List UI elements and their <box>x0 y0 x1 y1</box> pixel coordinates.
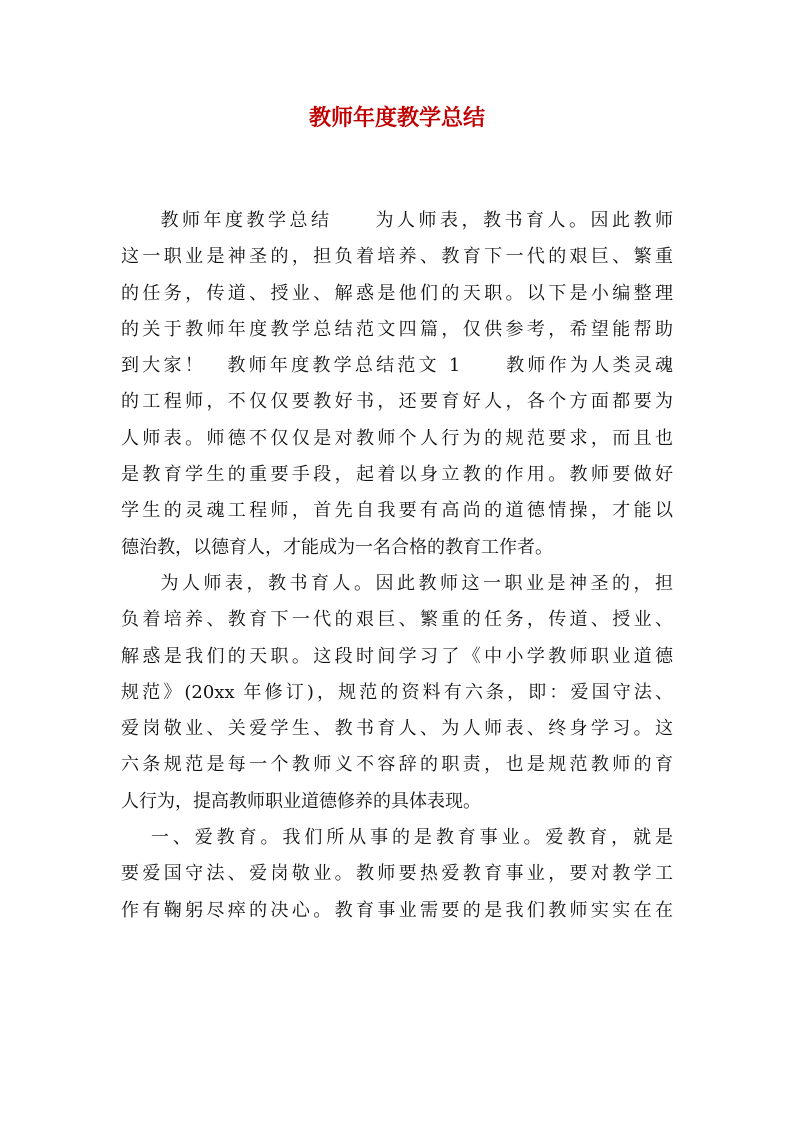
text-line: 是教育学生的重要手段，起着以身立教的作用。教师要做好 <box>121 464 673 486</box>
text-line: 教师年度教学总结 为人师表，教书育人。因此教师 <box>157 210 673 231</box>
text-line: 的工程师，不仅仅要教好书，还要育好人，各个方面都要为 <box>121 391 673 413</box>
text-line: 人行为，提高教师职业道德修养的具体表现。 <box>121 790 481 812</box>
document-body <box>121 203 673 929</box>
text-line: 作有鞠躬尽瘁的决心。教育事业需要的是我们教师实实在在 <box>121 899 673 921</box>
text-line: 一、爱教育。我们所从事的是教育事业。爱教育，就是 <box>147 827 673 849</box>
document-title: 教师年度教学总结 <box>308 105 485 131</box>
paragraph-2 <box>121 566 673 820</box>
text-line: 解惑是我们的天职。这段时间学习了《中小学教师职业道德 <box>121 645 673 667</box>
text-line: 爱岗敬业、关爱学生、教书育人、为人师表、终身学习。这 <box>121 718 673 740</box>
text-line: 为人师表，教书育人。因此教师这一职业是神圣的，担 <box>157 572 673 594</box>
text-line: 规范》(20xx 年修订)，规范的资料有六条，即：爱国守法、 <box>121 681 673 703</box>
text-line: 学生的灵魂工程师，首先自我要有高尚的道德情操，才能以 <box>121 500 673 522</box>
text-line: 德治教，以德育人，才能成为一名合格的教育工作者。 <box>121 536 553 558</box>
text-line: 的任务，传道、授业、解惑是他们的天职。以下是小编整理 <box>121 282 673 304</box>
text-line: 这一职业是神圣的，担负着培养、教育下一代的艰巨、繁重 <box>121 246 673 268</box>
text-line: 到大家！ 教师年度教学总结范文 1 教师作为人类灵魂 <box>121 355 673 377</box>
paragraph-3 <box>121 820 673 929</box>
text-line: 要爱国守法、爱岗敬业。教师要热爱教育事业，要对教学工 <box>121 863 673 885</box>
paragraph-1 <box>121 203 673 566</box>
text-line: 的关于教师年度教学总结范文四篇，仅供参考，希望能帮助 <box>121 318 673 340</box>
text-line: 负着培养、教育下一代的艰巨、繁重的任务，传道、授业、 <box>121 609 673 631</box>
text-line: 六条规范是每一个教师义不容辞的职责，也是规范教师的育 <box>121 754 673 776</box>
text-line: 人师表。师德不仅仅是对教师个人行为的规范要求，而且也 <box>121 427 673 449</box>
